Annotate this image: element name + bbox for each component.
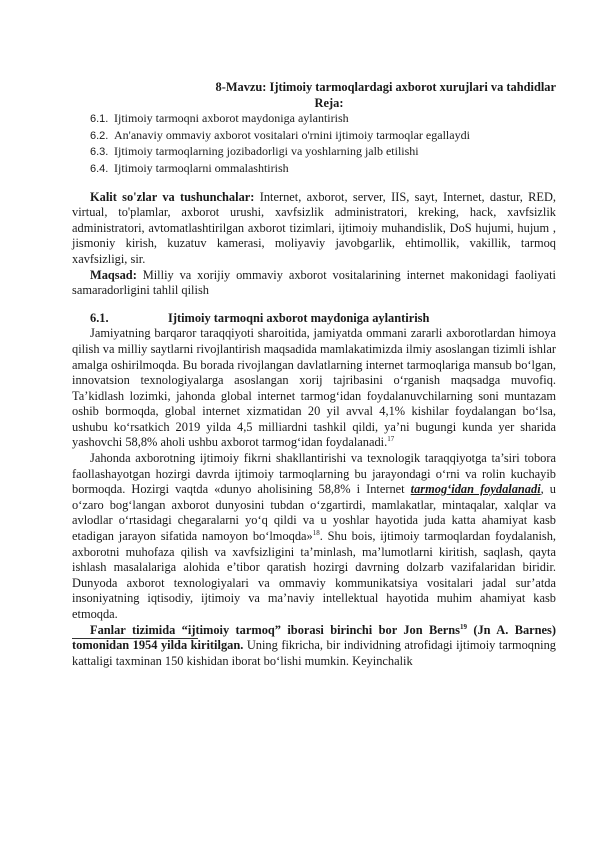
plan-list: [72, 111, 556, 177]
plan-item-text: An'anaviy ommaviy axborot vositalari o'rnini ijtimoiy tarmoqlar egallaydi: [114, 127, 470, 142]
goal-paragraph: [72, 268, 556, 299]
paragraph-text: Jamiyatning barqaror taraqqiyoti sharoitida, jamiyatda ommani zararli axborotlardan himoya qilish va milliy saytlarni rivojlantirish maqsadida mamlakatimizda ilmiy asoslangan tizimli ishlar amalga oshirilmoqda. Bu borada rivojlangan davlatlarning internet tarmoqlariga mansub bo‘lgan, innovatsion texnologiyalarga asoslangan xorij tajribasini o‘rganish maqsadga muvofiq. Ta’kidlash lozimki, jahonda global internet tarmog‘idan foydalanuvchilarning soni muntazam oshib bormoqda, global internet xizmatidan 20 yil avval 4,1% kishilar foydalangan bo‘lsa, ushubu ko‘rsatkich 2019 yilda 4,5 milliardni tashkil qildi, ya’ni bugungi kunda yer sharida yashovchi 58,8% aholi ushbu axborot tarmog‘idan foydalanadi.: [72, 326, 556, 450]
plan-heading: Reja:: [314, 95, 344, 110]
spacer: [72, 299, 556, 311]
section-number: 6.1.: [90, 310, 109, 325]
bold-text: (Jn A. Barnes) tomonidan 1954 yilda kiritilgan.: [72, 622, 556, 653]
goal-text: Milliy va xorijiy ommaviy axborot vositalarining internet makonidagi faoliyati samaradorligini tahlil qilish: [72, 267, 556, 298]
goal-label: Maqsad:: [90, 267, 137, 282]
footnote-separator: [72, 638, 198, 639]
section-heading: [72, 311, 556, 327]
plan-item-text: Ijtimoiy tarmoqlarning jozibadorligi va yoshlarning jalb etilishi: [114, 144, 419, 159]
bold-text: Fanlar tizimida “ijtimoiy tarmoq” iborasi birinchi bor Jon Berns: [90, 622, 460, 637]
body-paragraph-2: [72, 451, 556, 623]
body-paragraph-3: [72, 623, 556, 670]
plan-item-number: 6.3.: [90, 146, 109, 159]
plan-item: [72, 111, 556, 128]
plan-item-text: Ijtimoiy tarmoqlarni ommalashtirish: [114, 160, 289, 175]
plan-item: [72, 144, 556, 161]
document-content: [72, 80, 556, 669]
body-paragraph-1: [72, 326, 556, 451]
plan-item-number: 6.1.: [90, 113, 109, 126]
emphasized-text: tarmog‘idan foydalanadi: [410, 482, 541, 497]
plan-item: [72, 161, 556, 178]
paragraph-text: Uning fikricha, bir individning atrofidagi ijtimoiy tarmoqning kattaligi taxminan 150 kishidan iborat bo‘lishi mumkin. Keyinchalik: [72, 638, 556, 668]
keywords-label: Kalit so'zlar va tushunchalar:: [90, 189, 255, 204]
plan-item-text: Ijtimoiy tarmoqni axborot maydoniga aylantirish: [114, 111, 349, 126]
paragraph-3-wrapper: [72, 623, 556, 670]
paragraph-text: , u o‘zaro bog‘langan axborot dunyosini tubdan o‘zgartirdi, mamlakatlar, mintaqalar, xalqlar va avlodlar o‘rtasidagi chegaralarni yo‘q qildi va u yoshlar hayotida juda katta ahamiyat kasb etadigan jarayon sifatida namoyon bo‘lmoqda»: [72, 482, 557, 544]
paragraph-text: Jahonda axborotning ijtimoiy fikrni shakllantirishi va texnologik taraqqiyotga ta’siri tobora faollashayotgan hozirgi davrda ijtimoiy tarmoqlarning bu jarayondagi o‘rni va rolin kuchayib bormoqda. Hozirgi vaqtda «dunyo aholisining 58,8% i Internet: [72, 451, 556, 497]
lecture-title: 8-Mavzu: Ijtimoiy tarmoqlardagi axborot xurujlari va tahdidlar: [215, 80, 556, 94]
footnote-ref: 18: [312, 528, 320, 537]
plan-item: [72, 128, 556, 145]
plan-item-number: 6.4.: [90, 162, 109, 175]
keywords-text: Internet, axborot, server, IIS, sayt, Internet, dastur, RED, virtual, to'plamlar, axborot urushi, xavfsizlik administratori, kreking, hack, xavfsizlik administratori, avtomatlashtirilgan axborot tizimlari, ijtimoiy muhandislik, DoS hujumi, hujum , jismoniy kirish, kuzatuv kamerasi, moliyaviy javobgarlik, ehtimollik, vakillik, tarmoq xavfsizligi, sir.: [72, 189, 556, 266]
section-title: Ijtimoiy tarmoqni axborot maydoniga aylantirish: [168, 310, 430, 325]
footnote-ref: 17: [387, 435, 395, 444]
footnote-ref: 19: [459, 622, 467, 631]
paragraph-text: . Shu bois, ijtimoiy tarmoqlardan foydalanish, axborotni muhofaza qilish va xavfsizligini ta’minlash, ma’lumotlarni kiritish, saqlash, qayta ishlash masalalariga alohida e’tibor qaratish hozirgi davrning dolzarb vazifalaridan biridir. Dunyoda axborot texnologiyalari va ommaviy kommunikatsiya vositalari jadal sur’atda insoniyatning iqtisodiy, ijtimoiy va ma’naviy intellektual hayotida muhim ahamiyat kasb etmoqda.: [72, 529, 556, 621]
plan-item-number: 6.2.: [90, 129, 109, 142]
spacer: [72, 178, 556, 190]
keywords-paragraph: [72, 190, 556, 268]
